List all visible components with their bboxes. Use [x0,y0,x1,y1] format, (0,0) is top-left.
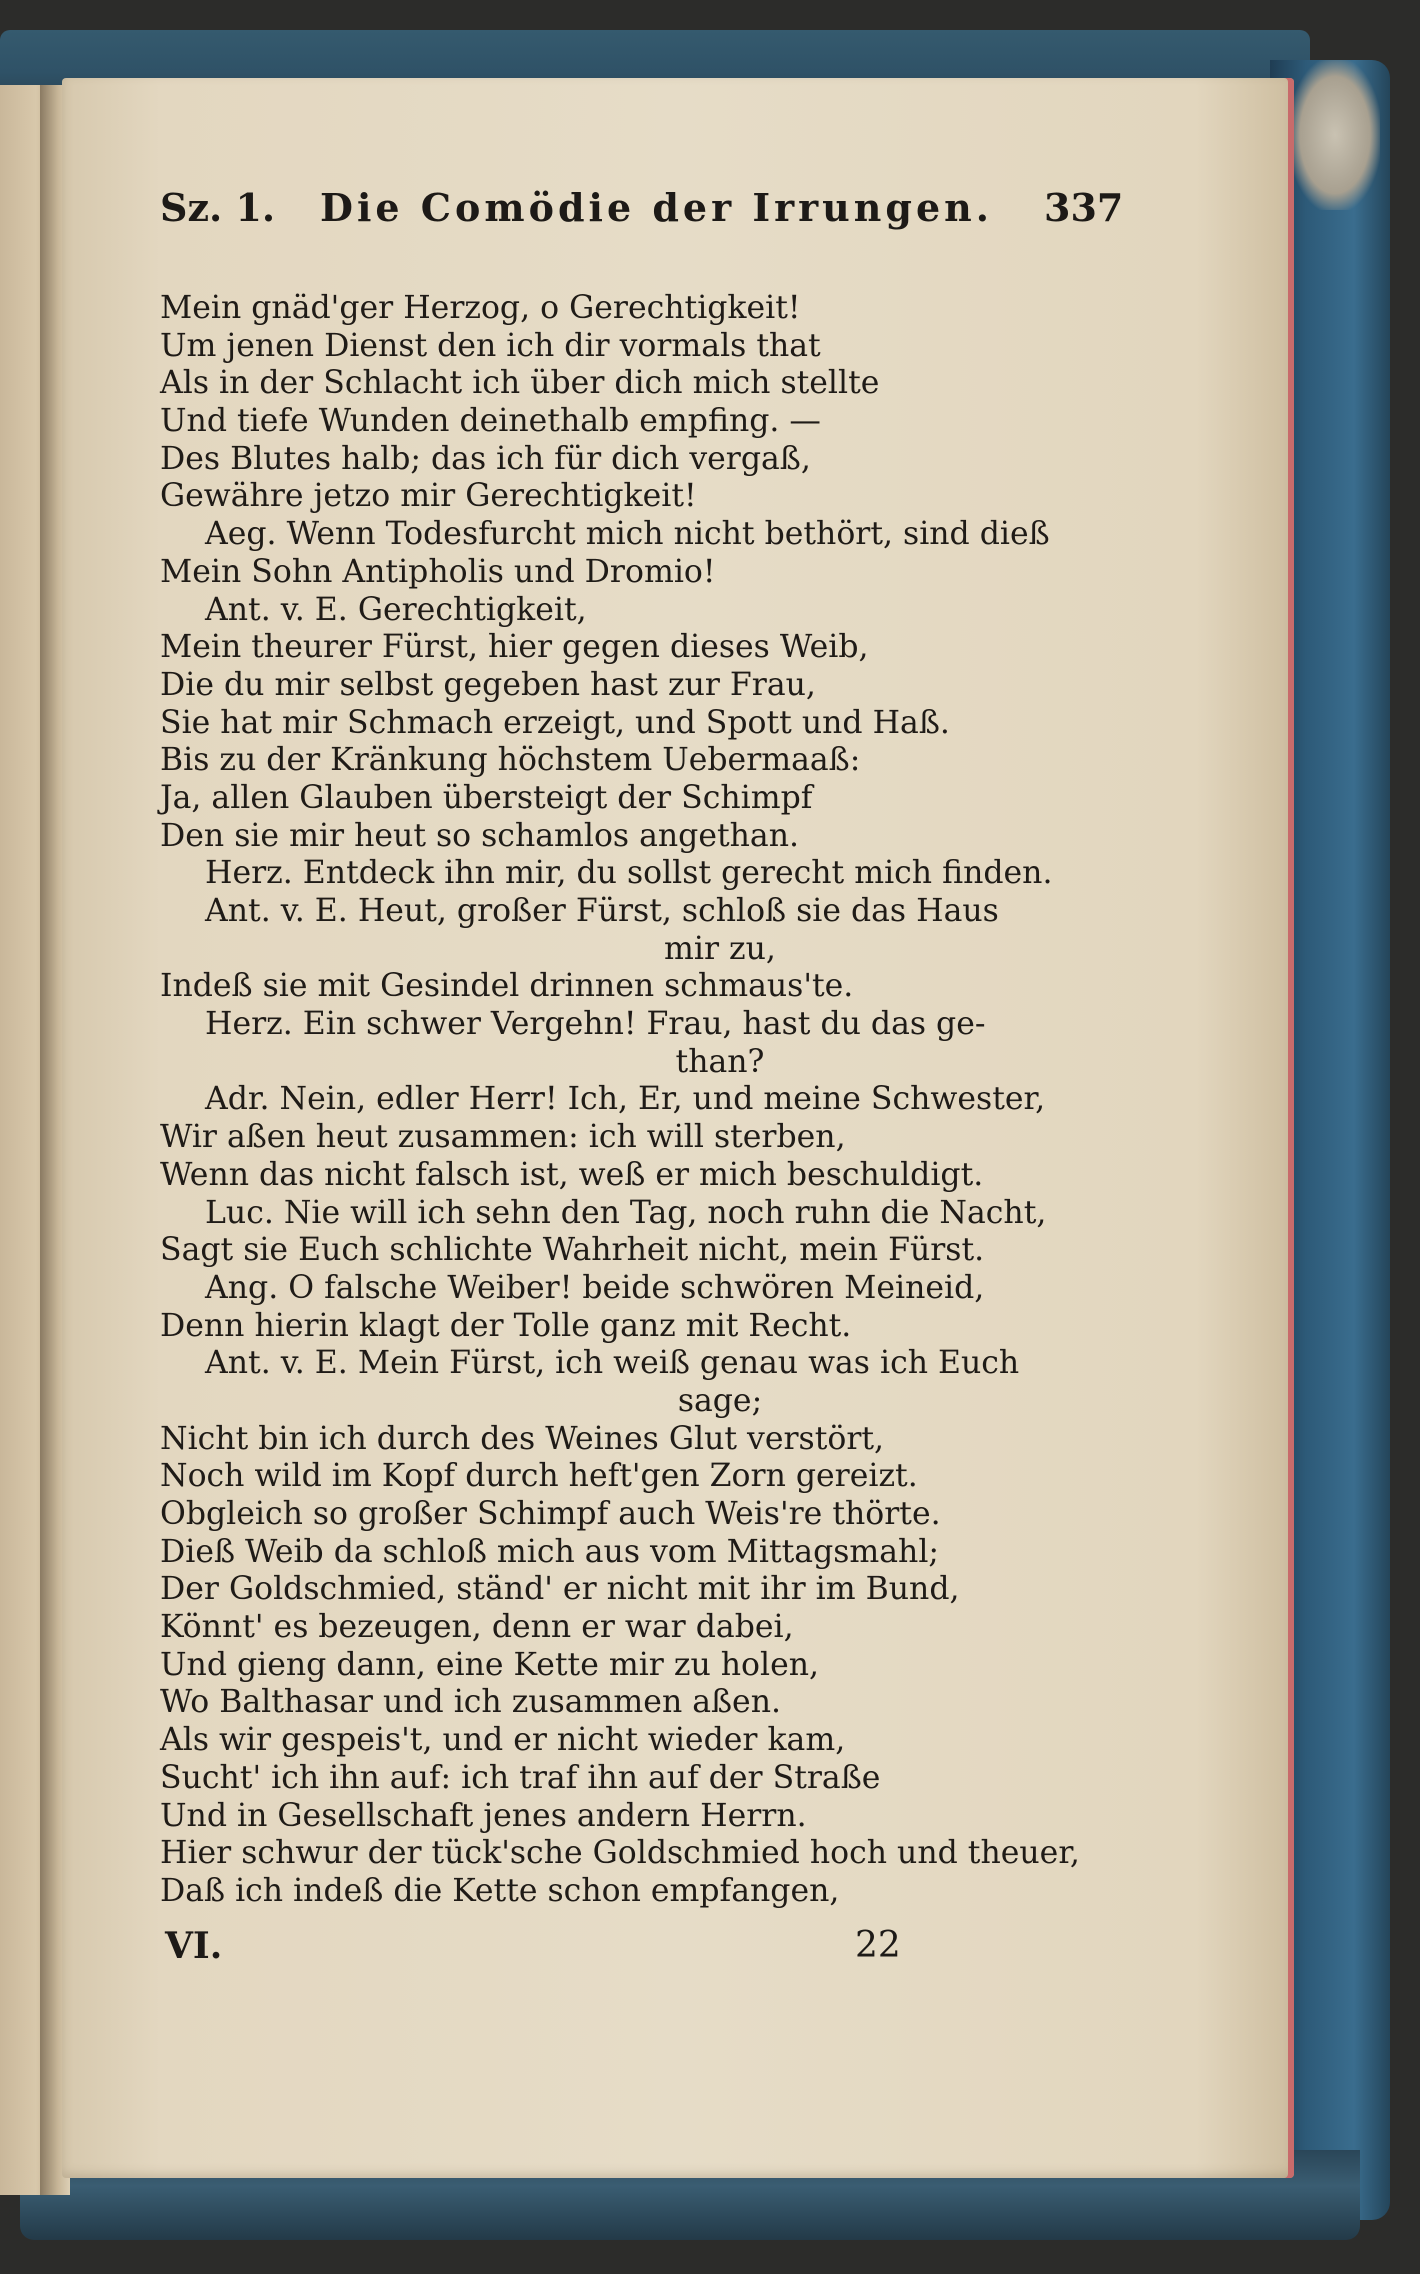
page-footer [165,1925,925,1975]
verse-line: Die du mir selbst gegeben hast zur Frau, [160,666,816,703]
verse-line: Und in Gesellschaft jenes andern Herrn. [160,1797,807,1834]
running-title: Die Comödie der Irrungen. [320,185,994,230]
speaker-line: Luc. Nie will ich sehn den Tag, noch ruhn die Nacht, [205,1194,1047,1231]
verse-line: Ja, allen Glauben übersteigt der Schimpf [160,779,813,816]
verse-line: Und tiefe Wunden deinethalb empfing. — [160,403,821,440]
verse-continuation: mir zu, [664,930,776,967]
verse-line: Wir aßen heut zusammen: ich will sterben, [160,1119,846,1156]
verse-line: Mein gnäd'ger Herzog, o Gerechtigkeit! [160,290,801,326]
verse-line: Sagt sie Euch schlichte Wahrheit nicht, mein Fürst. [160,1232,985,1269]
verse-line: Daß ich indeß die Kette schon empfangen, [160,1872,840,1909]
verse-line: Noch wild im Kopf durch heft'gen Zorn gereizt. [160,1458,918,1495]
speaker-line: Aeg. Wenn Todesfurcht mich nicht bethört, sind dieß [205,516,1050,553]
signature-mark: 22 [855,1925,901,1966]
verse-line: Bis zu der Kränkung höchstem Uebermaaß: [160,742,861,779]
verse-line: Und gieng dann, eine Kette mir zu holen, [160,1646,820,1683]
speaker-line: Herz. Ein schwer Vergehn! Frau, hast du das ge- [205,1006,986,1043]
verse-line: Wo Balthasar und ich zusammen aßen. [160,1684,782,1721]
verse-line: Mein theurer Fürst, hier gegen dieses Weib, [160,629,869,666]
verse-line: Mein Sohn Antipholis und Dromio! [160,553,716,590]
verse-line: Als wir gespeis't, und er nicht wieder kam, [160,1722,846,1759]
play-text-block [160,290,1130,1911]
verse-line: Um jenen Dienst den ich dir vormals that [160,327,821,364]
verse-line: Obgleich so großer Schimpf auch Weis're thörte. [160,1496,941,1532]
speaker-line: Adr. Nein, edler Herr! Ich, Er, und meine Schwester, [205,1081,1046,1118]
verse-continuation: sage; [677,1382,763,1419]
speaker-line: Ant. v. E. Gerechtigkeit, [205,591,587,628]
verse-line: Den sie mir heut so schamlos angethan. [160,817,799,854]
verse-line: Indeß sie mit Gesindel drinnen schmaus'te. [160,968,854,1005]
verse-line: Als in der Schlacht ich über dich mich stellte [160,365,880,402]
speaker-line: Herz. Entdeck ihn mir, du sollst gerecht mich finden. [205,855,1053,892]
verse-line: Denn hierin klagt der Tolle ganz mit Recht. [160,1307,852,1344]
running-header [160,185,1124,245]
volume-number: VI. [165,1925,223,1967]
speaker-line: Ant. v. E. Mein Fürst, ich weiß genau was ich Euch [205,1345,1020,1382]
verse-line: Dieß Weib da schloß mich aus vom Mittagsmahl; [160,1533,940,1570]
speaker-line: Ant. v. E. Heut, großer Fürst, schloß sie das Haus [205,893,999,929]
cover-torn-corner [1290,60,1380,210]
verse-line: Hier schwur der tück'sche Goldschmied hoch und theuer, [160,1835,1080,1872]
scene-label: Sz. 1. [160,185,276,230]
verse-line: Nicht bin ich durch des Weines Glut verstört, [160,1420,885,1457]
verse-line: Sie hat mir Schmach erzeigt, und Spott und Haß. [160,704,950,741]
verse-line: Gewähre jetzo mir Gerechtigkeit! [160,478,697,515]
verse-line: Wenn das nicht falsch ist, weß er mich beschuldigt. [160,1156,984,1193]
verse-line: Könnt' es bezeugen, denn er war dabei, [160,1609,794,1646]
verse-line: Sucht' ich ihn auf: ich traf ihn auf der Straße [160,1759,881,1796]
page-number: 337 [1044,185,1124,230]
verse-continuation: than? [675,1043,765,1080]
verse-line: Des Blutes halb; das ich für dich vergaß, [160,440,811,477]
verse-line: Der Goldschmied, ständ' er nicht mit ihr im Bund, [160,1571,960,1608]
speaker-line: Ang. O falsche Weiber! beide schwören Meineid, [205,1269,985,1306]
